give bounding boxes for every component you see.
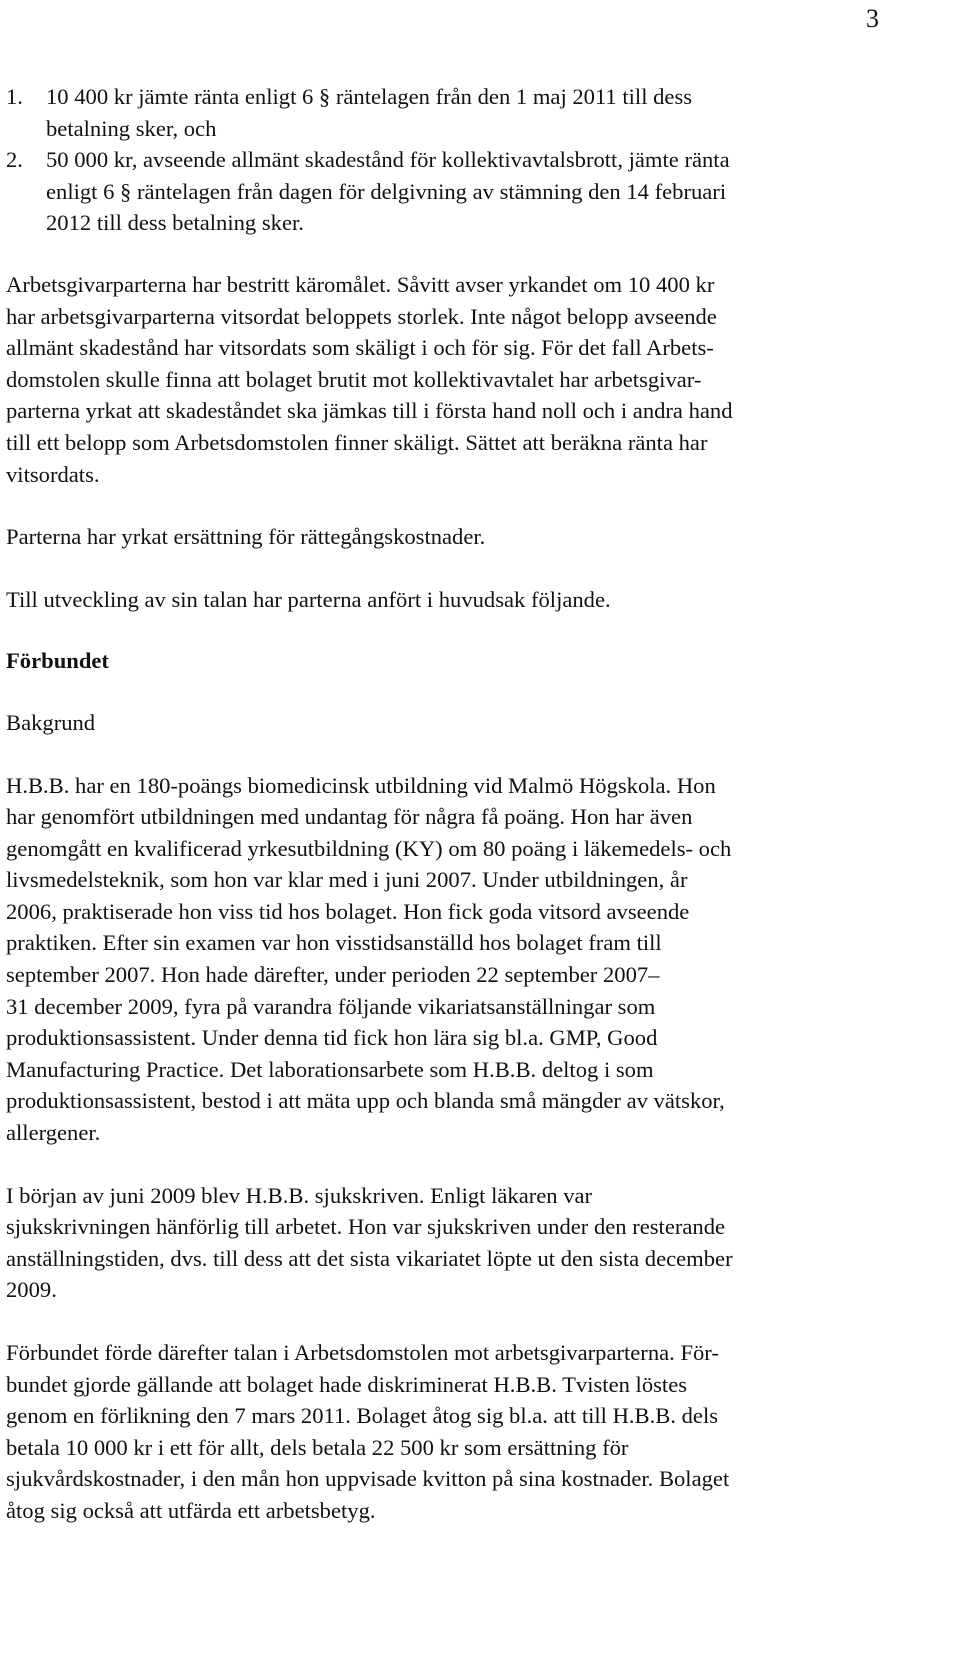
claim-number: 2.	[6, 147, 23, 173]
text-line: 2009.	[6, 1277, 57, 1303]
text-line: genom en förlikning den 7 mars 2011. Bolaget åtog sig bl.a. att till H.B.B. dels	[6, 1403, 719, 1429]
claim-item-1	[6, 81, 926, 144]
text-line: har arbetsgivarparterna vitsordat beloppets storlek. Inte något belopp avseende	[6, 303, 717, 329]
text-line: september 2007. Hon hade därefter, under perioden 22 september 2007–	[6, 962, 660, 988]
text-line: enligt 6 § räntelagen från dagen för delgivning av stämning den 14 februari	[46, 178, 727, 204]
text-line: till ett belopp som Arbetsdomstolen finner skäligt. Sättet att beräkna ränta har	[6, 429, 708, 455]
document-body	[6, 81, 926, 1527]
text-line: betalning sker, och	[46, 115, 217, 141]
text-line: Manufacturing Practice. Det laborationsarbete som H.B.B. deltog i som	[6, 1056, 654, 1082]
text-line: H.B.B. har en 180-poängs biomedicinsk utbildning vid Malmö Högskola. Hon	[6, 772, 716, 798]
text-line: parterna yrkat att skadeståndet ska jämkas till i första hand noll och i andra hand	[6, 398, 733, 424]
page-number: 3	[866, 4, 879, 33]
text-line: sjukskrivningen hänförlig till arbetet. Hon var sjukskriven under den resterande	[6, 1214, 726, 1240]
text-line: domstolen skulle finna att bolaget brutit mot kollektivavtalet har arbetsgivar-	[6, 366, 702, 392]
subsection-heading: Bakgrund	[6, 709, 96, 735]
paragraph-sick-leave	[6, 1180, 926, 1306]
claim-item-2	[6, 144, 926, 239]
text-line: allergener.	[6, 1120, 101, 1146]
paragraph-settlement	[6, 1337, 926, 1527]
claim-number: 1.	[6, 84, 23, 109]
text-line: 50 000 kr, avseende allmänt skadestånd för kollektivavtalsbrott, jämte ränta	[46, 147, 730, 173]
text-line: produktionsassistent, bestod i att mäta upp och blanda små mängder av vätskor,	[6, 1088, 725, 1114]
text-line: bundet gjorde gällande att bolaget hade diskriminerat H.B.B. Tvisten löstes	[6, 1371, 688, 1397]
text-line: 31 december 2009, fyra på varandra följande vikariatsanställningar som	[6, 993, 656, 1019]
text-line: I början av juni 2009 blev H.B.B. sjukskriven. Enligt läkaren var	[6, 1182, 593, 1208]
text-line: Till utveckling av sin talan har parterna anfört i huvudsak följande.	[6, 586, 611, 612]
text-line: praktiken. Efter sin examen var hon visstidsanställd hos bolaget fram till	[6, 930, 662, 956]
text-line: Arbetsgivarparterna har bestritt käromålet. Såvitt avser yrkandet om 10 400 kr	[6, 271, 715, 297]
paragraph-background	[6, 770, 926, 1149]
text-line: 2012 till dess betalning sker.	[46, 210, 304, 236]
text-line: produktionsassistent. Under denna tid fick hon lära sig bl.a. GMP, Good	[6, 1025, 658, 1051]
text-line: åtog sig också att utfärda ett arbetsbetyg.	[6, 1497, 376, 1523]
text-line: 2006, praktiserade hon viss tid hos bolaget. Hon fick goda vitsord avseende	[6, 898, 690, 924]
paragraph-costs	[6, 521, 926, 553]
paragraph-defense	[6, 269, 926, 490]
text-line: 10 400 kr jämte ränta enligt 6 § räntelagen från den 1 maj 2011 till dess	[46, 84, 693, 109]
text-line: livsmedelsteknik, som hon var klar med i juni 2007. Under utbildningen, år	[6, 867, 688, 893]
section-heading: Förbundet	[6, 648, 109, 674]
text-line: sjukvårdskostnader, i den mån hon uppvisade kvitton på sina kostnader. Bolaget	[6, 1466, 730, 1492]
text-line: betala 10 000 kr i ett för allt, dels betala 22 500 kr som ersättning för	[6, 1434, 629, 1460]
text-line: genomgått en kvalificerad yrkesutbildning (KY) om 80 poäng i läkemedels- och	[6, 835, 732, 861]
claims-list	[6, 81, 926, 239]
text-line: anställningstiden, dvs. till dess att det sista vikariatet löpte ut den sista december	[6, 1245, 733, 1271]
text-line: Förbundet förde därefter talan i Arbetsdomstolen mot arbetsgivarparterna. För-	[6, 1340, 719, 1365]
text-line: Parterna har yrkat ersättning för rättegångskostnader.	[6, 524, 486, 550]
text-line: har genomfört utbildningen med undantag för några få poäng. Hon har även	[6, 804, 693, 830]
text-line: vitsordats.	[6, 461, 100, 487]
paragraph-intro	[6, 584, 926, 616]
text-line: allmänt skadestånd har vitsordats som skäligt i och för sig. För det fall Arbets-	[6, 335, 714, 361]
